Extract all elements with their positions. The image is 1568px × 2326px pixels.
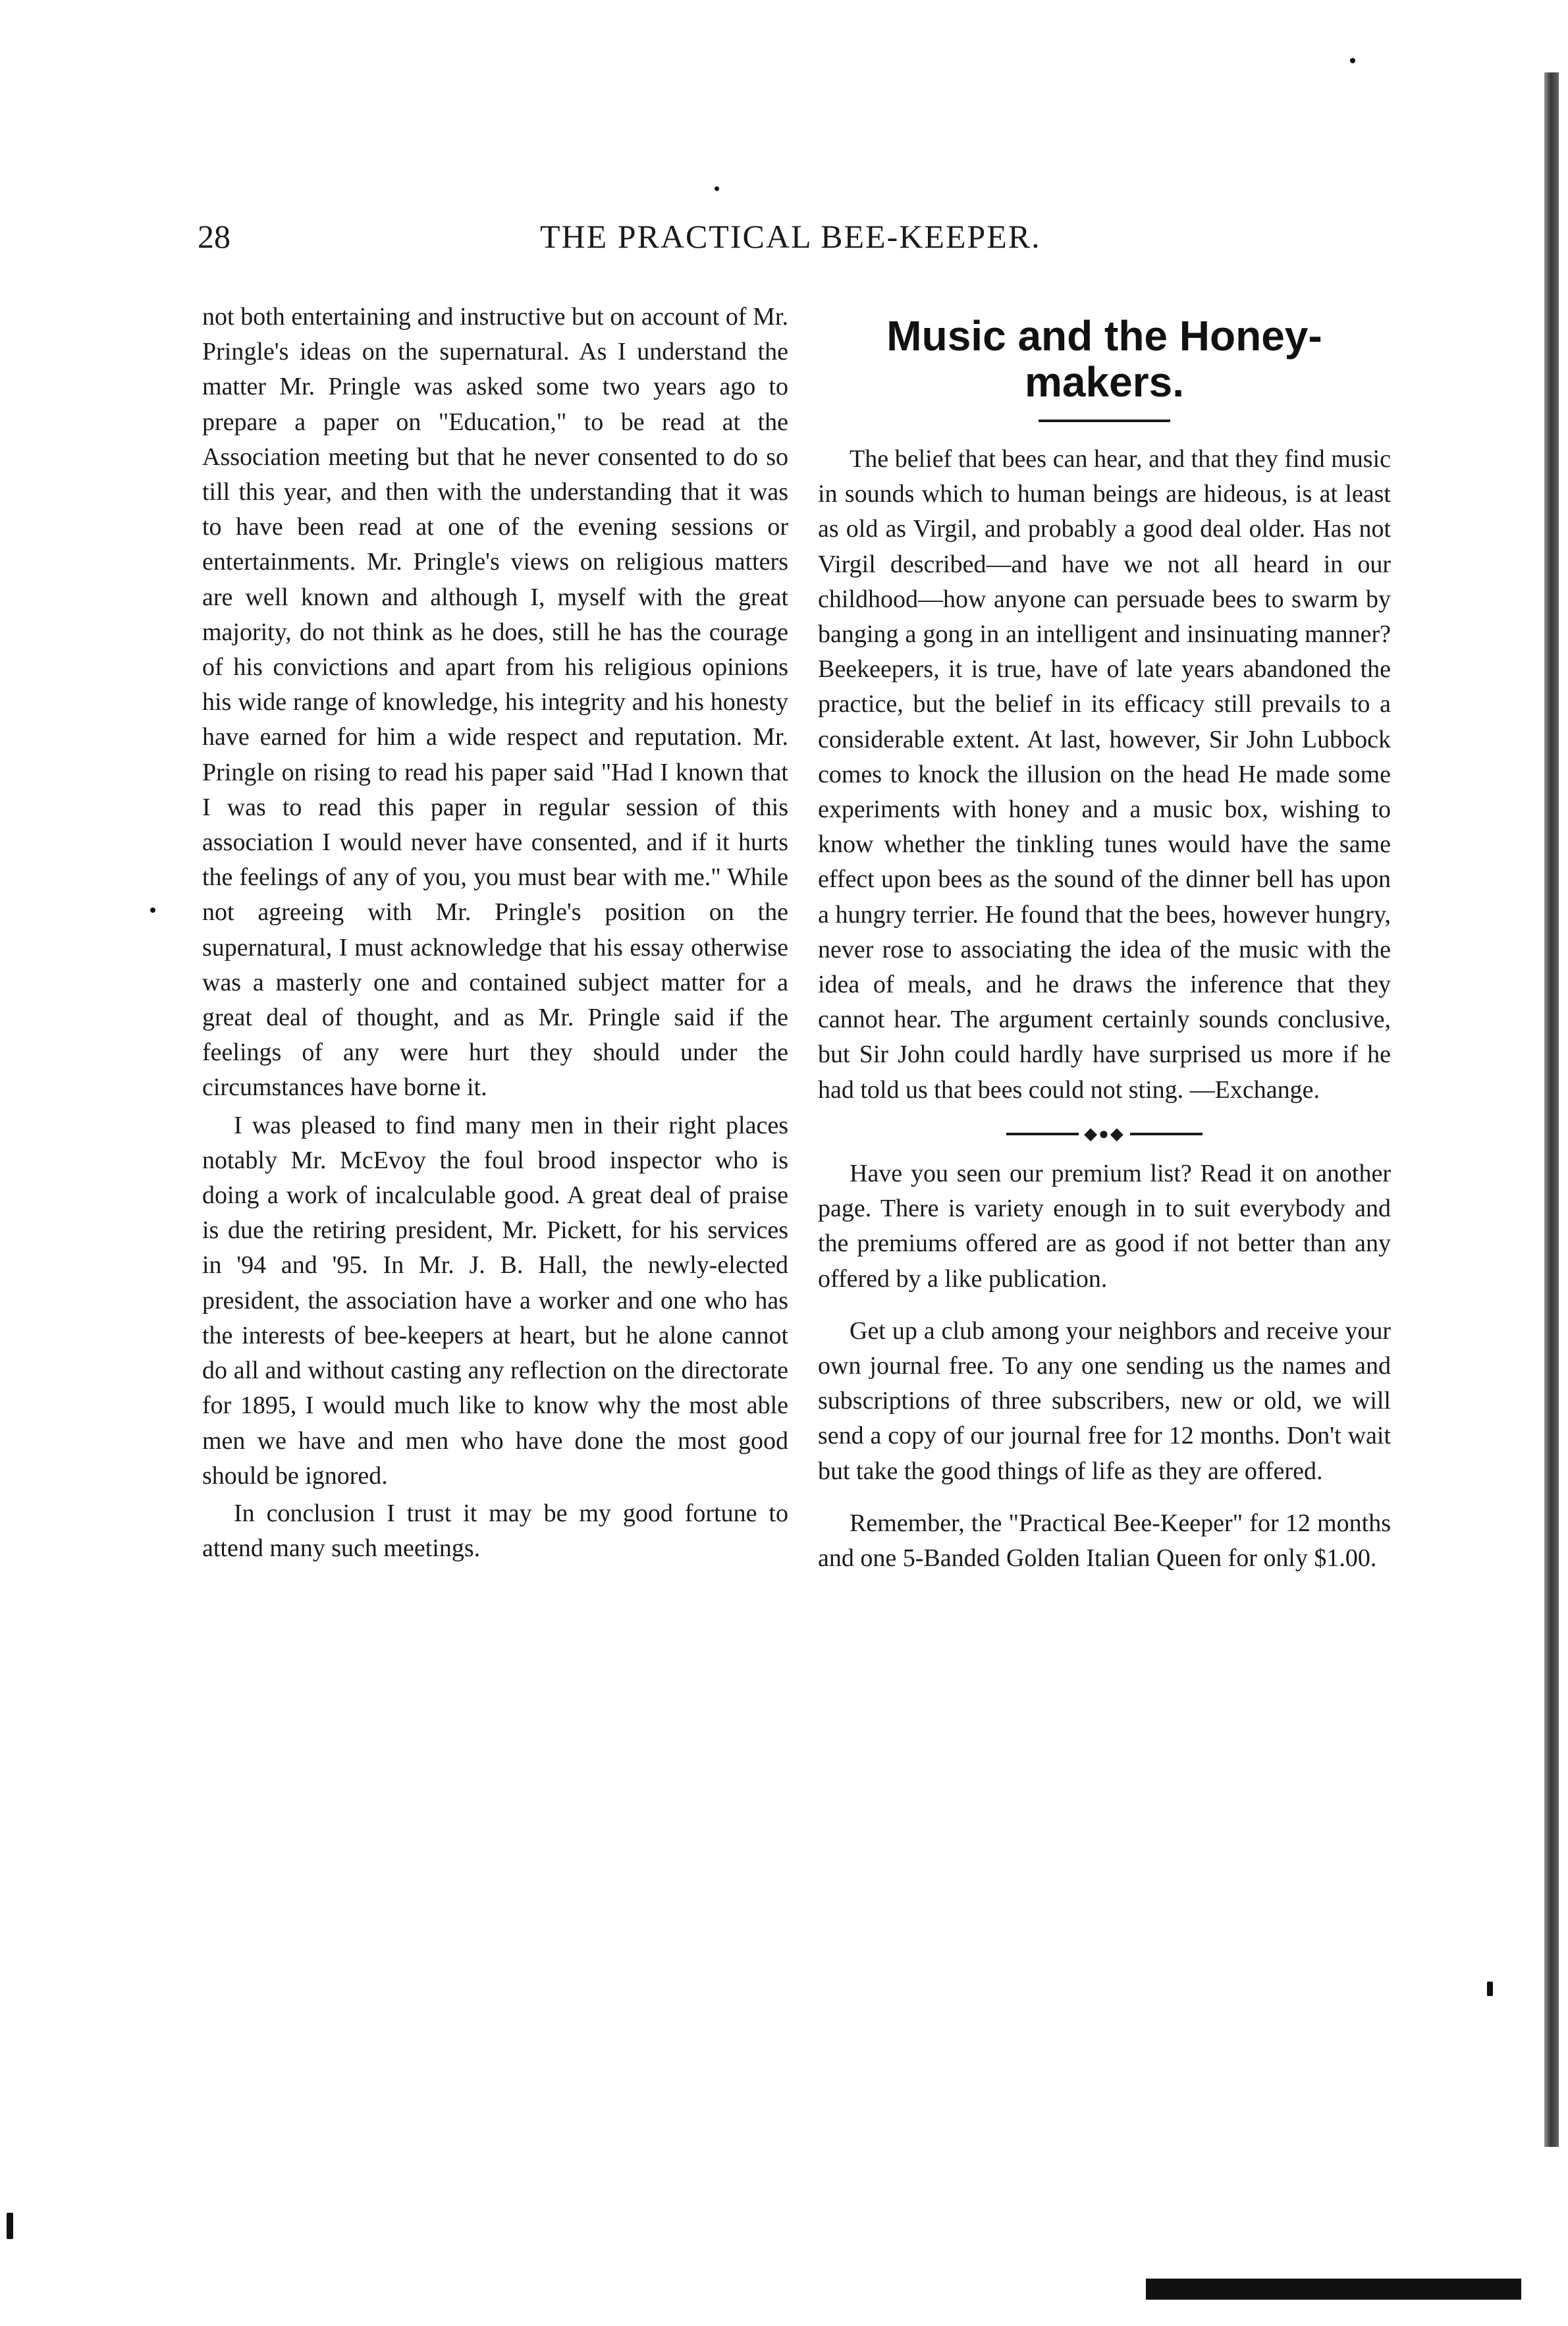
right-column	[818, 300, 1391, 1576]
article-title: Music and the Honey-makers.	[886, 312, 1322, 406]
left-paragraph-2: I was pleased to find many men in their right places notably Mr. McEvoy the foul brood inspector who is doing a work of incalculable good. A great deal of praise is due the retiring president, Mr. Pickett, for his services in '94 and '95. In Mr. J. B. Hall, the newly-elected president, the association have a worker and one who has the interests of bee-keepers at heart, but he alone cannot do all and without casting any reflection on the directorate for 1895, I would much like to know why the most able men we have and men who have done the most good should be ignored.	[202, 1111, 788, 1490]
page-header	[198, 217, 1179, 263]
scan-artifact-bar	[1146, 2279, 1521, 2300]
scan-speck	[1487, 1982, 1493, 1996]
left-paragraph-3: In conclusion I trust it may be my good fortune to attend many such meetings.	[202, 1499, 788, 1563]
article-body: The belief that bees can hear, and that they find music in sounds which to human beings are hideous, is at least as old as Virgil, and probably a good deal older. Has not Virgil described—and have we not all heard in our childhood—how anyone can persuade bees to swarm by banging a gong in an intelligent and insinuating manner? Beekeepers, it is true, have of late years abandoned the practice, but the belief in its efficacy still prevails to a considerable extent. At last, however, Sir John Lubbock comes to knock the illusion on the head He made some experiments with honey and a music box, wishing to know whether the tinkling tunes would have the same effect upon bees as the sound of the dinner bell has upon a hungry terrier. He found that the bees, however hungry, never rose to associating the idea of the music with the idea of meals, and he draws the inference that they cannot hear. The argument certainly sounds conclusive, but Sir John could hardly have surprised us more if he had told us that bees could not sting. —Exchange.	[818, 445, 1391, 1104]
page-number: 28	[198, 218, 230, 255]
title-rule	[1039, 419, 1170, 422]
running-title: THE PRACTICAL BEE-KEEPER.	[540, 218, 1041, 255]
scan-speck	[150, 907, 155, 913]
left-column	[202, 300, 788, 1566]
notice-club-offer: Get up a club among your neighbors and receive your own journal free. To any one sending us the names and subscriptions of three subscribers, new or old, we will send a copy of our journal free for 12 months. Don't wait but take the good things of life as they are offered.	[818, 1316, 1391, 1485]
page-edge-shadow	[1544, 72, 1559, 2147]
notice-queen-offer: Remember, the "Practical Bee-Keeper" for 12 months and one 5-Banded Golden Italian Queen for only $1.00.	[818, 1509, 1391, 1572]
scan-speck	[715, 186, 719, 191]
notice-premium-list: Have you seen our premium list? Read it on another page. There is variety enough in to suit everybody and the premiums offered are as good if not better than any offered by a like publication.	[818, 1159, 1391, 1293]
scan-speck	[1350, 58, 1355, 63]
section-ornament: ◆●◆	[818, 1120, 1391, 1147]
left-paragraph-1: not both entertaining and instructive but on account of Mr. Pringle's ideas on the supernatural. As I understand the matter Mr. Pringle was asked some two years ago to prepare a paper on "Education," to be read at the Association meeting but that he never consented to do so till this year, and then with the understanding that it was to have been read at one of the evening sessions or entertainments. Mr. Pringle's views on religious matters are well known and although I, myself with the great majority, do not think as he does, still he has the courage of his convictions and apart from his religious opinions his wide range of knowledge, his integrity and his honesty have earned for him a wide respect and reputation. Mr. Pringle on rising to read his paper said "Had I known that I was to read this paper in regular session of this association I would never have consented, and if it hurts the feelings of any of you, you must bear with me." While not agreeing with Mr. Pringle's position on the supernatural, I must acknowledge that his essay otherwise was a masterly one and contained subject matter for a great deal of thought, and as Mr. Pringle said if the feelings of any were hurt they should under the circumstances have borne it.	[202, 303, 788, 1102]
scan-speck	[7, 2213, 13, 2239]
